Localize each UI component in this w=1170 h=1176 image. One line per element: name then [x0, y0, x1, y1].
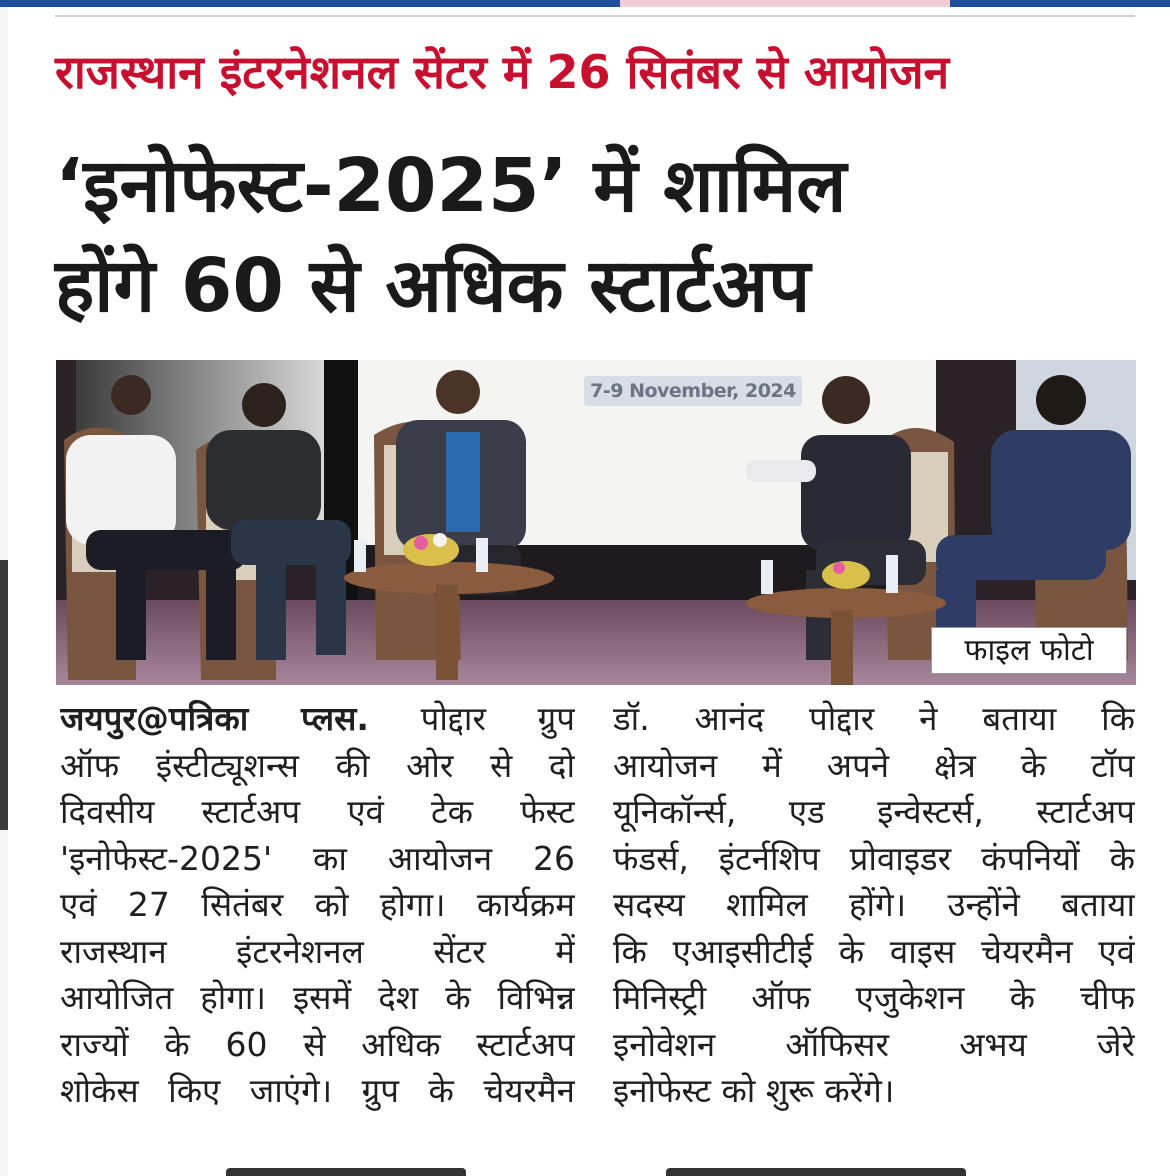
column-1-line: ऑफ इंस्टीट्यूशन्स की ओर से दो [60, 745, 575, 785]
article-column-2 [613, 696, 1135, 1115]
dateline: जयपुर@पत्रिका प्लस. [60, 699, 369, 738]
column-2-line: डॉ. आनंद पोद्दार ने बताया कि [613, 699, 1135, 738]
column-1-line: 'इनोफेस्ट-2025' का आयोजन 26 [60, 838, 575, 878]
column-1-line: आयोजित होगा। इसमें देश के विभिन्न [60, 978, 575, 1017]
column-1-line: राजस्थान इंटरनेशनल सेंटर में [60, 931, 575, 971]
article-column-1 [60, 696, 575, 1115]
top-bar [0, 0, 1170, 7]
event-date-banner: 7-9 November, 2024 [584, 376, 802, 406]
column-2-line: इनोफेस्ट को शुरू करेंगे। [613, 1071, 895, 1110]
column-2-line: कि एआइसीटीई के वाइस चेयरमैन एवं [613, 931, 1135, 971]
next-article-cutoff [56, 1168, 1136, 1176]
column-2-line: सदस्य शामिल होंगे। उन्होंने बताया [613, 885, 1135, 924]
top-rule [55, 15, 1135, 17]
column-1-line-1-text: पोद्दार ग्रुप [368, 699, 575, 738]
page-edge-shadow [0, 560, 8, 830]
column-2-line: यूनिकॉर्न्स, एड इन्वेस्टर्स, स्टार्टअप [613, 792, 1135, 831]
column-1-line: एवं 27 सितंबर को होगा। कार्यक्रम [60, 885, 575, 924]
headline-line-1: ‘इनोफेस्ट-2025’ में शामिल [55, 143, 847, 229]
column-2-line: आयोजन में अपने क्षेत्र के टॉप [613, 745, 1135, 785]
top-bar-accent [620, 0, 950, 7]
column-1-line [60, 696, 575, 743]
photo-caption: फाइल फोटो [931, 627, 1127, 674]
column-1-line: दिवसीय स्टार्टअप एवं टेक फेस्ट [60, 792, 575, 831]
column-1-line: शोकेस किए जाएंगे। ग्रुप के चेयरमैन [60, 1071, 575, 1110]
article-kicker: राजस्थान इंटरनेशनल सेंटर में 26 सितंबर से आयोजन [55, 45, 950, 99]
headline-line-2: होंगे 60 से अधिक स्टार्टअप [55, 243, 811, 329]
column-2-line: मिनिस्ट्री ऑफ एजुकेशन के चीफ [613, 978, 1135, 1017]
column-2-line: फंडर्स, इंटर्नशिप प्रोवाइडर कंपनियों के [613, 838, 1135, 878]
column-1-line: राज्यों के 60 से अधिक स्टार्टअप [60, 1024, 575, 1064]
column-2-line: इनोवेशन ऑफिसर अभय जेरे [613, 1024, 1135, 1064]
